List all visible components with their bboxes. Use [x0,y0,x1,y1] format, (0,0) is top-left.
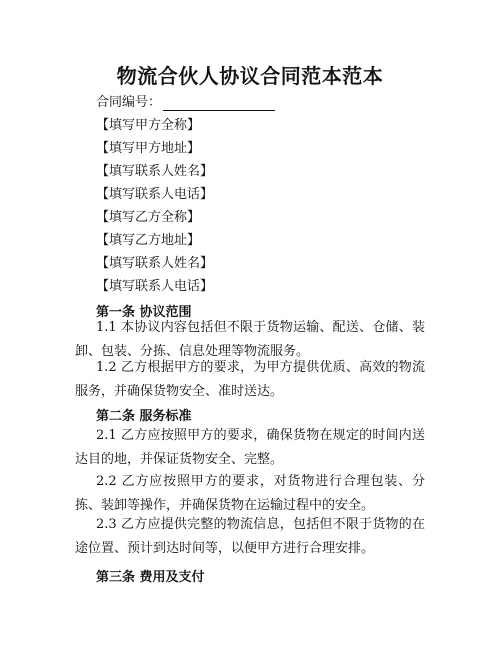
party-a-name-field: 【填写甲方全称】 [96,118,201,133]
contract-number-blank[interactable] [163,98,275,111]
contract-number-line [96,95,275,111]
party-b-contact-name-field: 【填写联系人姓名】 [96,256,214,271]
party-b-name-field: 【填写乙方全称】 [96,210,201,225]
section-heading: 第一条 协议范围 [96,305,192,320]
section-heading: 第二条 服务标准 [96,409,192,424]
clause-paragraph: 2.3 乙方应提供完整的物流信息，包括但不限于货物的在途位置、预计到达时间等，以便甲方进行合理安排。 [75,517,425,556]
party-a-address-field: 【填写甲方地址】 [96,141,201,156]
party-b-address-field: 【填写乙方地址】 [96,233,201,248]
contract-number-label: 合同编号： [96,95,162,110]
section-heading: 第三条 费用及支付 [96,570,205,585]
clause-paragraph: 2.1 乙方应按照甲方的要求，确保货物在规定的时间内送达目的地，并保证货物安全、完整。 [75,428,425,467]
clause-paragraph: 1.2 乙方根据甲方的要求，为甲方提供优质、高效的物流服务，并确保货物安全、准时送达。 [75,360,425,399]
party-a-contact-phone-field: 【填写联系人电话】 [96,187,214,202]
document-title: 物流合伙人协议合同范本范本 [116,64,384,88]
clause-paragraph: 1.1 本协议内容包括但不限于货物运输、配送、仓储、装卸、包装、分拣、信息处理等物流服务。 [75,320,425,359]
party-b-contact-phone-field: 【填写联系人电话】 [96,279,214,294]
clause-paragraph: 2.2 乙方应按照甲方的要求，对货物进行合理包装、分拣、装卸等操作，并确保货物在运输过程中的安全。 [75,474,425,513]
party-a-contact-name-field: 【填写联系人姓名】 [96,164,214,179]
